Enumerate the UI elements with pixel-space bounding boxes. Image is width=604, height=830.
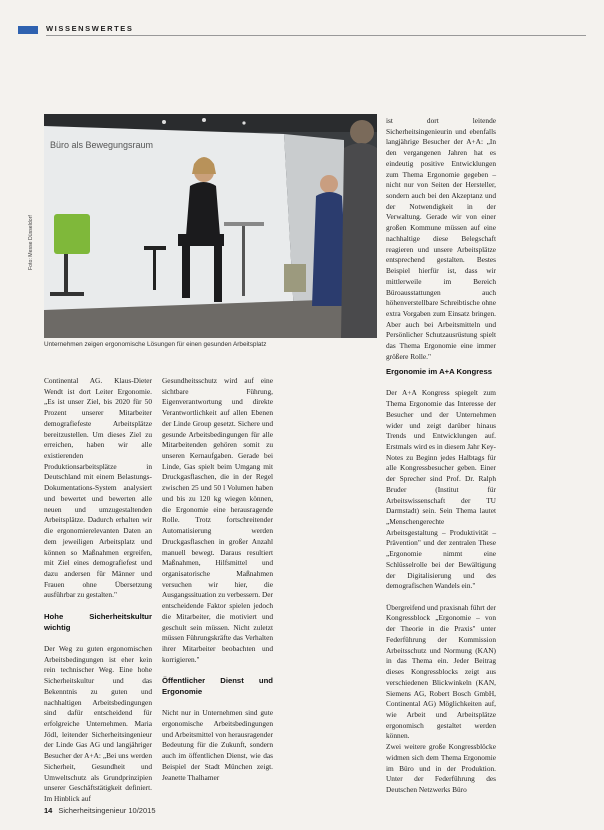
text-column-3-top <box>386 116 496 363</box>
booth-sign: Büro als Bewegungsraum <box>50 140 154 150</box>
text-column-2 <box>162 376 273 783</box>
page-number: 14 <box>44 806 53 815</box>
page-footer <box>44 806 156 815</box>
exhibition-photo <box>44 114 377 338</box>
paragraph: Continental AG. Klaus-Dieter Wendt ist dort Leiter Ergonomie. „Es ist unser Ziel, bis 2020 für 50 Prozent unserer Mitarbeiter demografiefeste Arbeitsplätze bereitzustellen. Um dieses Ziel zu erreichen, haben wir alle existierenden Produktionsarbeitsplätze in Deutschland mit einem Belastungs-Dokumentations-System analysiert und bewertet und bewerten alle neuen und umzugestaltenden Arbeitsplätze. Dadurch erhalten wir die ergonomierelevanten Daten an dem jeweiligen Arbeitsplatz und können so Maßnahmen ergreifen, mit Ziel eines demografiefest und dazu andersen für Männer und Frauen ohne Übersetzung ausführbar zu gestalten." <box>44 376 152 600</box>
subheading: Öffentlicher Dienst und Ergonomie <box>162 676 273 696</box>
publication-name: Sicherheitsingenieur 10/2015 <box>58 806 156 815</box>
section-accent-bar <box>18 26 38 34</box>
photo-credit: Foto: Messe Düsseldorf <box>28 215 34 270</box>
text-column-1 <box>44 376 152 805</box>
paragraph: Übergreifend und praxisnah führt der Kongressblock „Ergonomie – von der Theorie in die Praxis" unter Federführung der Kommission Arbeitsschutz und Normung (KAN) in das Thema ein. Jeder Beitrag dieses Kongressblocks zeigt aus verschiedenen Blickwinkeln (KAN, Siemens AG, Robert Bosch GmbH, Continental AG) Möglichkeiten auf, wie Arbeit und Arbeitsplätze ergonomisch gestaltet werden können. <box>386 602 496 741</box>
text-column-3-bottom <box>386 367 496 796</box>
header-rule <box>46 35 586 36</box>
subheading: Ergonomie im A+A Kongress <box>386 367 493 376</box>
paragraph: Der Weg zu guten ergonomischen Arbeitsbedingungen ist eher kein rein technischer Weg. Eine hohe Sicherheitskultur und das Bekenntnis zu guten und nachhaltigen Arbeitsbedingungen sind dafür entscheidend für erfolgreiche Unternehmen. Maria Jödl, leitender Sicherheitsingenieur der Linde Gas AG und langjähriger Besucher der A+A: „Bei uns werden Sicherheit, Gesundheit und Umweltschutz als Grundprinzipien unserer Geschäftstätigkeit definiert. Im Hinblick auf <box>44 643 152 803</box>
photo-caption: Unternehmen zeigen ergonomische Lösungen für einen gesunden Arbeitsplatz <box>44 341 267 348</box>
paragraph: Der A+A Kongress spiegelt zum Thema Ergonomie das Interesse der Besucher und der Unternehmen wider und zeigt darüber hinaus Trends und Entwicklungen auf. Erstmals wird es in diesem Jahr Key-Notes zu Beginn jedes Halbtags für alle Kongressbesucher geben. Einer der Sprecher sind Prof. Dr. Ralph Bruder (Institut für Arbeitswissenschaft der TU Darmstadt) sein. Sein Thema lautet „Menschengerechte Arbeitsgestaltung – Produktivität – Prävention" und der zentralen These „Ergonomie nimmt eine Schlüsselrolle bei der Bewältigung der Digitalisierung und des demografischen Wandels ein." <box>386 388 496 591</box>
section-label: WISSENSWERTES <box>46 24 134 33</box>
paragraph: Gesundheitsschutz wird auf eine sichtbare Führung, Eigenverantwortung und direkte Verantwortlichkeit auf allen Ebenen der Linde Group gesetzt. Sichere und gesunde Arbeitsbedingungen für alle Mitarbeitenden gehören somit zu unseren Kernaufgaben. Gerade bei Linde, Gas spielt beim Umgang mit Druckgasflaschen, die in der Regel zwischen 25 und 50 l Volumen haben und bis zu 120 kg wiegen können, die Ergonomie eine herausragende Rolle. Trotz fortschreitender Automatisierung werden Druckgasflaschen in großer Anzahl manuell bewegt. Daraus resultiert Maßnahmen, Hilfsmittel und organisatorische Maßnahmen versuchen wir hier, die Ausgangssituation zu verbessern. Der entscheidende Faktor spielen jedoch die Mitarbeiter, die motiviert und geschult sein müssen. Nicht zuletzt müssen Führungskräfte das Verhalten ihrer Mitarbeiter beobachten und korrigieren." <box>162 376 273 664</box>
paragraph: Nicht nur in Unternehmen sind gute ergonomische Arbeitsbedingungen und Arbeitsmittel von herausragender Bedeutung für die Zukunft, sondern auch im öffentlichen Dienst, wie das Beispiel der Stadt München zeigt. Jeanette Thalhamer <box>162 708 273 782</box>
paragraph: ist dort leitende Sicherheitsingenieurin und ebenfalls langjährige Besucher der A+A: „In den vergangenen Jahren hat es eindeutig positive Entwicklungen zum Thema Ergonomie gegeben – nicht nur von Seiten der Hersteller, sondern auch bei den Akzeptanz und der Notwendigkeit in der Verwaltung. Gerade wir von einer großen Kommune müssen auf eine nachhaltige diese Belegschaft reagieren und unsere Arbeitsplätze entsprechend gestalten. Bestes Beispiel hierfür ist, dass wir mittlerweile im Bereich Büroausstattungen auch höhenverstellbare Schreibtische ohne extra Vorgaben zum Einsatz bringen. Aber auch bei Arbeitsmitteln und Persönlicher Schutzausrüstung spielt das Thema Ergonomie eine immer größere Rolle." <box>386 116 496 361</box>
subheading: Hohe Sicherheitskultur wichtig <box>44 611 152 632</box>
paragraph: Zwei weitere große Kongressblöcke widmen sich dem Thema Ergonomie im Büro und in der Produktion. Unter der Federführung des Deutschen Netzwerks Büro <box>386 742 496 794</box>
